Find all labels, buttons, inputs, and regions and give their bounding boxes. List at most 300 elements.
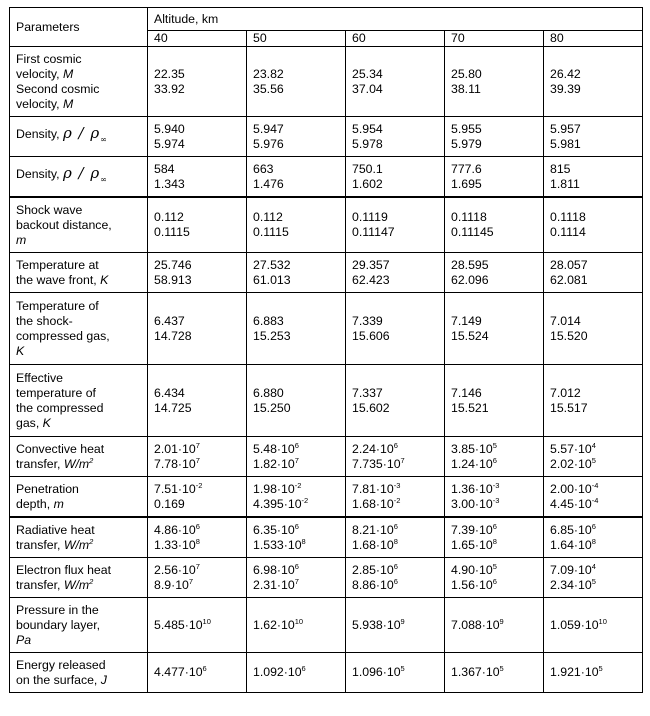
- value-cell-density-1-60: [346, 117, 445, 157]
- value-cell-pressure-boundary-50: [247, 598, 346, 653]
- cell-line: [550, 329, 638, 344]
- text-segment: 15.253: [253, 328, 291, 343]
- exponent: 5: [400, 664, 405, 673]
- text-segment: 0.169: [154, 496, 185, 511]
- value-cell-pressure-boundary-40: [148, 598, 247, 653]
- cell-line: [352, 225, 440, 240]
- value-cell-density-1-70: [445, 117, 544, 157]
- text-segment: 38.11: [451, 81, 481, 96]
- text-segment: 5.957: [550, 121, 581, 136]
- text-segment: 5.485·10: [154, 617, 203, 632]
- cell-line: [550, 401, 638, 416]
- cell-line: [253, 137, 341, 152]
- cell-line: [451, 386, 539, 401]
- value-cell-shock-wave-50: [247, 197, 346, 253]
- text-segment: Temperature of: [16, 298, 99, 313]
- value-cell-energy-released-70: [445, 653, 544, 693]
- cell-line: [16, 482, 143, 497]
- text-segment: 5.976: [253, 136, 284, 151]
- row-label-electron-flux: [10, 558, 148, 598]
- text-segment: 6.437: [154, 313, 185, 328]
- row-label-density-2: [10, 157, 148, 198]
- cell-line: [550, 210, 638, 225]
- cell-line: [352, 523, 440, 538]
- cell-line: [451, 314, 539, 329]
- text-segment: 62.423: [352, 272, 390, 287]
- exponent: 6: [294, 561, 299, 571]
- exponent: 7: [195, 440, 200, 450]
- text-segment: 1.68·10: [352, 537, 394, 552]
- cell-line: [550, 314, 638, 329]
- value-cell-effective-temperature-40: [148, 365, 247, 437]
- row-label-convective-heat: [10, 437, 148, 477]
- unit-text: W/m: [63, 537, 90, 552]
- row-label-cosmic-velocity: [10, 47, 148, 117]
- cell-line: [352, 401, 440, 416]
- text-segment: First cosmic: [16, 51, 82, 66]
- cell-line: [154, 258, 242, 273]
- text-segment: 61.013: [253, 272, 291, 287]
- cell-line: [154, 457, 242, 472]
- text-segment: the compressed: [16, 400, 104, 415]
- cell-line: [352, 457, 440, 472]
- cell-line: [451, 329, 539, 344]
- cell-line: [154, 329, 242, 344]
- cell-line: [550, 273, 638, 288]
- cell-line: [451, 563, 539, 578]
- cell-line: [253, 225, 341, 240]
- text-segment: 750.1: [352, 161, 383, 176]
- text-segment: backout distance,: [16, 217, 112, 232]
- cell-line: [352, 538, 440, 553]
- text-segment: 1.602: [352, 176, 383, 191]
- cell-line: [550, 578, 638, 593]
- text-segment: compressed gas,: [16, 328, 110, 343]
- cell-line: [550, 538, 638, 553]
- header-altitude-40: 40: [148, 31, 247, 47]
- text-segment: 58.913: [154, 272, 192, 287]
- unit-text: J: [100, 672, 107, 687]
- cell-line: [451, 482, 539, 497]
- cell-line: [16, 673, 143, 688]
- text-segment: Density,: [16, 167, 63, 181]
- text-segment: 5.57·10: [550, 441, 592, 456]
- cell-line: [253, 401, 341, 416]
- text-segment: 29.357: [352, 257, 390, 272]
- value-cell-density-2-60: [346, 157, 445, 198]
- cell-line: [451, 82, 539, 97]
- text-segment: 1.64·10: [550, 537, 592, 552]
- value-cell-cosmic-velocity-70: [445, 47, 544, 117]
- text-segment: 0.112: [253, 210, 283, 224]
- text-segment: Convective heat: [16, 441, 105, 456]
- exponent: 10: [202, 616, 211, 626]
- cell-line: [352, 618, 440, 633]
- cell-line: [451, 538, 539, 553]
- cell-line: [16, 603, 143, 618]
- value-cell-cosmic-velocity-50: [247, 47, 346, 117]
- text-segment: 15.520: [550, 328, 588, 343]
- cell-line: [16, 442, 143, 457]
- unit-text: K: [100, 272, 109, 287]
- row-label-pressure-boundary: [10, 598, 148, 653]
- cell-line: [550, 137, 638, 152]
- exponent: 6: [294, 521, 299, 531]
- cell-line: [16, 618, 143, 633]
- cell-line: [154, 225, 242, 240]
- row-label-energy-released: [10, 653, 148, 693]
- value-cell-density-2-80: [544, 157, 643, 198]
- cell-line: [154, 665, 242, 680]
- unit-text: M: [62, 96, 74, 111]
- header-parameters: Parameters: [10, 8, 148, 47]
- cell-line: [253, 497, 341, 512]
- cell-line: [550, 258, 638, 273]
- text-segment: 7.149: [451, 313, 482, 328]
- text-segment: 1.533·10: [253, 537, 302, 552]
- exponent: 7: [400, 455, 405, 465]
- cell-line: [16, 538, 143, 553]
- row-label-density-1: [10, 117, 148, 157]
- exponent: 6: [492, 455, 497, 465]
- cell-line: [352, 273, 440, 288]
- value-cell-electron-flux-80: [544, 558, 643, 598]
- text-segment: 39.39: [550, 81, 581, 96]
- exponent: -4: [591, 495, 599, 505]
- text-segment: 1.092·10: [253, 665, 302, 679]
- table-row-cosmic-velocity: [10, 47, 643, 117]
- cell-line: [253, 457, 341, 472]
- unit-text: m: [16, 232, 27, 247]
- text-segment: 1.476: [253, 176, 284, 191]
- exponent: 7: [188, 576, 194, 586]
- text-segment: 777.6: [451, 161, 482, 176]
- cell-line: [550, 162, 638, 177]
- subscript: ∞: [100, 135, 108, 144]
- text-segment: 2.01·10: [154, 441, 196, 456]
- value-cell-density-2-40: [148, 157, 247, 198]
- text-segment: Electron flux heat: [16, 562, 112, 577]
- exponent: 6: [294, 440, 299, 450]
- cell-line: [352, 578, 440, 593]
- cell-line: [154, 401, 242, 416]
- value-cell-electron-flux-40: [148, 558, 247, 598]
- text-segment: Shock wave: [16, 202, 83, 217]
- text-segment: 5.979: [451, 136, 482, 151]
- cell-line: [16, 126, 143, 147]
- text-segment: 7.78·10: [154, 456, 196, 471]
- text-segment: 4.86·10: [154, 522, 196, 537]
- text-segment: 15.524: [451, 328, 489, 343]
- text-segment: 7.088·10: [451, 617, 500, 632]
- cell-line: [154, 386, 242, 401]
- exponent: -3: [393, 480, 401, 490]
- text-segment: 2.02·10: [550, 456, 592, 471]
- text-segment: 23.82: [253, 66, 284, 81]
- text-segment: 7.51·10: [154, 481, 196, 496]
- text-segment: 4.45·10: [550, 496, 592, 511]
- value-cell-temperature-shock-40: [148, 293, 247, 365]
- cell-line: [451, 273, 539, 288]
- exponent: 8: [195, 536, 200, 546]
- text-segment: 7.81·10: [352, 481, 394, 496]
- cell-line: [451, 162, 539, 177]
- unit-text: W/m: [63, 577, 90, 592]
- text-segment: 7.39·10: [451, 522, 493, 537]
- cell-line: [253, 563, 341, 578]
- text-segment: 2.31·10: [253, 577, 295, 592]
- cell-line: [352, 162, 440, 177]
- exponent: 7: [195, 455, 200, 465]
- text-segment: 1.096·10: [352, 665, 401, 679]
- text-segment: 15.521: [451, 400, 489, 415]
- cell-line: [253, 210, 341, 225]
- text-segment: Energy released: [16, 657, 106, 672]
- value-cell-temperature-shock-70: [445, 293, 544, 365]
- text-segment: gas,: [16, 415, 43, 430]
- cell-line: [352, 122, 440, 137]
- cell-line: [16, 416, 143, 431]
- cell-line: [16, 166, 143, 187]
- cell-line: [16, 523, 143, 538]
- text-segment: 5.947: [253, 121, 284, 136]
- table-row-shock-wave: [10, 197, 643, 253]
- cell-line: [154, 578, 242, 593]
- text-segment: 1.24·10: [451, 456, 493, 471]
- value-cell-penetration-depth-80: [544, 477, 643, 518]
- cell-line: [451, 225, 539, 240]
- table-row-energy-released: [10, 653, 643, 693]
- text-segment: 6.880: [253, 385, 284, 400]
- value-cell-pressure-boundary-80: [544, 598, 643, 653]
- text-segment: 1.059·10: [550, 617, 599, 632]
- exponent: 5: [499, 664, 504, 673]
- text-segment: 4.395·10: [253, 496, 302, 511]
- text-segment: 6.85·10: [550, 522, 592, 537]
- exponent: 6: [393, 440, 398, 450]
- value-cell-shock-wave-70: [445, 197, 544, 253]
- cell-line: [154, 177, 242, 192]
- cell-line: [550, 563, 638, 578]
- cell-line: [16, 563, 143, 578]
- value-cell-temperature-shock-60: [346, 293, 445, 365]
- text-segment: 14.728: [154, 328, 192, 343]
- text-segment: 6.883: [253, 313, 284, 328]
- exponent: 6: [393, 576, 398, 586]
- cell-line: [451, 457, 539, 472]
- text-segment: 5.974: [154, 136, 185, 151]
- cell-line: [154, 122, 242, 137]
- cell-line: [352, 563, 440, 578]
- exponent: 6: [492, 576, 497, 586]
- text-segment: 8.9·10: [154, 577, 189, 592]
- exponent: 6: [195, 521, 200, 531]
- exponent: 6: [393, 521, 398, 531]
- cell-line: [16, 386, 143, 401]
- text-segment: 37.04: [352, 81, 383, 96]
- text-segment: Effective: [16, 370, 63, 385]
- cell-line: [253, 618, 341, 633]
- cell-line: [550, 82, 638, 97]
- cell-line: [154, 314, 242, 329]
- text-segment: transfer,: [16, 537, 64, 552]
- text-segment: 25.80: [451, 66, 482, 81]
- cell-line: [451, 177, 539, 192]
- text-segment: 15.250: [253, 400, 291, 415]
- row-label-temperature-shock: [10, 293, 148, 365]
- value-cell-temperature-shock-50: [247, 293, 346, 365]
- cell-line: [550, 665, 638, 680]
- value-cell-convective-heat-70: [445, 437, 544, 477]
- value-cell-convective-heat-50: [247, 437, 346, 477]
- exponent: 7: [195, 561, 200, 571]
- text-segment: 2.24·10: [352, 441, 394, 456]
- exponent: 2: [89, 576, 94, 586]
- cell-line: [253, 273, 341, 288]
- exponent: 8: [393, 536, 398, 546]
- cell-line: [154, 210, 242, 225]
- exponent: -2: [301, 495, 309, 505]
- data-table: [9, 7, 643, 693]
- text-segment: 35.56: [253, 81, 284, 96]
- table-body: [10, 8, 643, 693]
- exponent: 5: [591, 455, 596, 465]
- header-altitude-80: 80: [544, 31, 643, 47]
- value-cell-temperature-front-80: [544, 253, 643, 293]
- text-segment: 1.33·10: [154, 537, 196, 552]
- cell-line: [253, 442, 341, 457]
- exponent: 2: [89, 455, 94, 465]
- text-segment: 1.921·10: [550, 665, 599, 679]
- header-row-altitude: [10, 8, 643, 31]
- value-cell-radiative-heat-70: [445, 517, 544, 558]
- cell-line: [16, 299, 143, 314]
- exponent: -4: [591, 480, 599, 490]
- text-segment: 2.85·10: [352, 562, 394, 577]
- exponent: 6: [492, 521, 497, 531]
- value-cell-temperature-shock-80: [544, 293, 643, 365]
- value-cell-electron-flux-70: [445, 558, 544, 598]
- table-row-pressure-boundary: [10, 598, 643, 653]
- text-segment: Penetration: [16, 481, 79, 496]
- cell-line: [16, 344, 143, 359]
- cell-line: [451, 665, 539, 680]
- text-segment: 28.595: [451, 257, 489, 272]
- value-cell-penetration-depth-70: [445, 477, 544, 518]
- unit-text: W/m: [63, 456, 90, 471]
- text-segment: 5.938·10: [352, 617, 401, 632]
- value-cell-penetration-depth-40: [148, 477, 247, 518]
- value-cell-density-1-50: [247, 117, 346, 157]
- table-row-electron-flux: [10, 558, 643, 598]
- text-segment: 27.532: [253, 257, 291, 272]
- value-cell-convective-heat-60: [346, 437, 445, 477]
- text-segment: 5.48·10: [253, 441, 295, 456]
- value-cell-pressure-boundary-70: [445, 598, 544, 653]
- row-label-shock-wave: [10, 197, 148, 253]
- exponent: -2: [195, 480, 203, 490]
- text-segment: 0.1115: [154, 225, 190, 239]
- value-cell-energy-released-60: [346, 653, 445, 693]
- text-segment: 1.695: [451, 176, 482, 191]
- cell-line: [16, 97, 143, 112]
- exponent: 4: [591, 561, 596, 571]
- table-row-effective-temperature: [10, 365, 643, 437]
- text-segment: 7.339: [352, 313, 383, 328]
- table-row-convective-heat: [10, 437, 643, 477]
- cell-line: [154, 442, 242, 457]
- cell-line: [154, 497, 242, 512]
- cell-line: [253, 482, 341, 497]
- cell-line: [550, 67, 638, 82]
- cell-line: [16, 52, 143, 67]
- cell-line: [550, 442, 638, 457]
- cell-line: [550, 482, 638, 497]
- cell-line: [352, 329, 440, 344]
- value-cell-energy-released-50: [247, 653, 346, 693]
- header-altitude-50: 50: [247, 31, 346, 47]
- exponent: 6: [202, 664, 207, 673]
- value-cell-pressure-boundary-60: [346, 598, 445, 653]
- text-segment: 1.98·10: [253, 481, 295, 496]
- text-segment: Radiative heat: [16, 522, 95, 537]
- text-segment: 25.34: [352, 66, 383, 81]
- text-segment: 1.68·10: [352, 496, 394, 511]
- header-altitude-60: 60: [346, 31, 445, 47]
- text-segment: 0.1119: [352, 210, 388, 224]
- value-cell-radiative-heat-60: [346, 517, 445, 558]
- exponent: 5: [598, 664, 603, 673]
- text-segment: 62.096: [451, 272, 489, 287]
- cell-line: [451, 401, 539, 416]
- text-segment: 5.940: [154, 121, 185, 136]
- text-segment: 584: [154, 161, 175, 176]
- cell-line: [16, 578, 143, 593]
- table-row-penetration-depth: [10, 477, 643, 518]
- text-segment: 1.82·10: [253, 456, 295, 471]
- cell-line: [451, 67, 539, 82]
- row-label-penetration-depth: [10, 477, 148, 518]
- text-segment: 1.36·10: [451, 481, 493, 496]
- value-cell-cosmic-velocity-40: [148, 47, 247, 117]
- row-label-effective-temperature: [10, 365, 148, 437]
- unit-text: M: [62, 66, 74, 81]
- cell-line: [16, 233, 143, 248]
- value-cell-penetration-depth-60: [346, 477, 445, 518]
- value-cell-density-1-40: [148, 117, 247, 157]
- text-segment: 5.954: [352, 121, 383, 136]
- text-segment: 5.981: [550, 136, 581, 151]
- value-cell-temperature-front-70: [445, 253, 544, 293]
- text-segment: 8.21·10: [352, 522, 394, 537]
- text-segment: 15.606: [352, 328, 390, 343]
- cell-line: [352, 442, 440, 457]
- cell-line: [253, 578, 341, 593]
- cell-line: [253, 162, 341, 177]
- cell-line: [154, 273, 242, 288]
- text-segment: 4.477·10: [154, 665, 203, 679]
- cell-line: [16, 258, 143, 273]
- value-cell-temperature-front-60: [346, 253, 445, 293]
- cell-line: [253, 177, 341, 192]
- value-cell-energy-released-80: [544, 653, 643, 693]
- text-segment: depth,: [16, 496, 54, 511]
- text-segment: the shock-: [16, 313, 73, 328]
- cell-line: [550, 386, 638, 401]
- cell-line: [352, 137, 440, 152]
- table-row-density-2: [10, 157, 643, 198]
- text-segment: 1.367·10: [451, 665, 500, 679]
